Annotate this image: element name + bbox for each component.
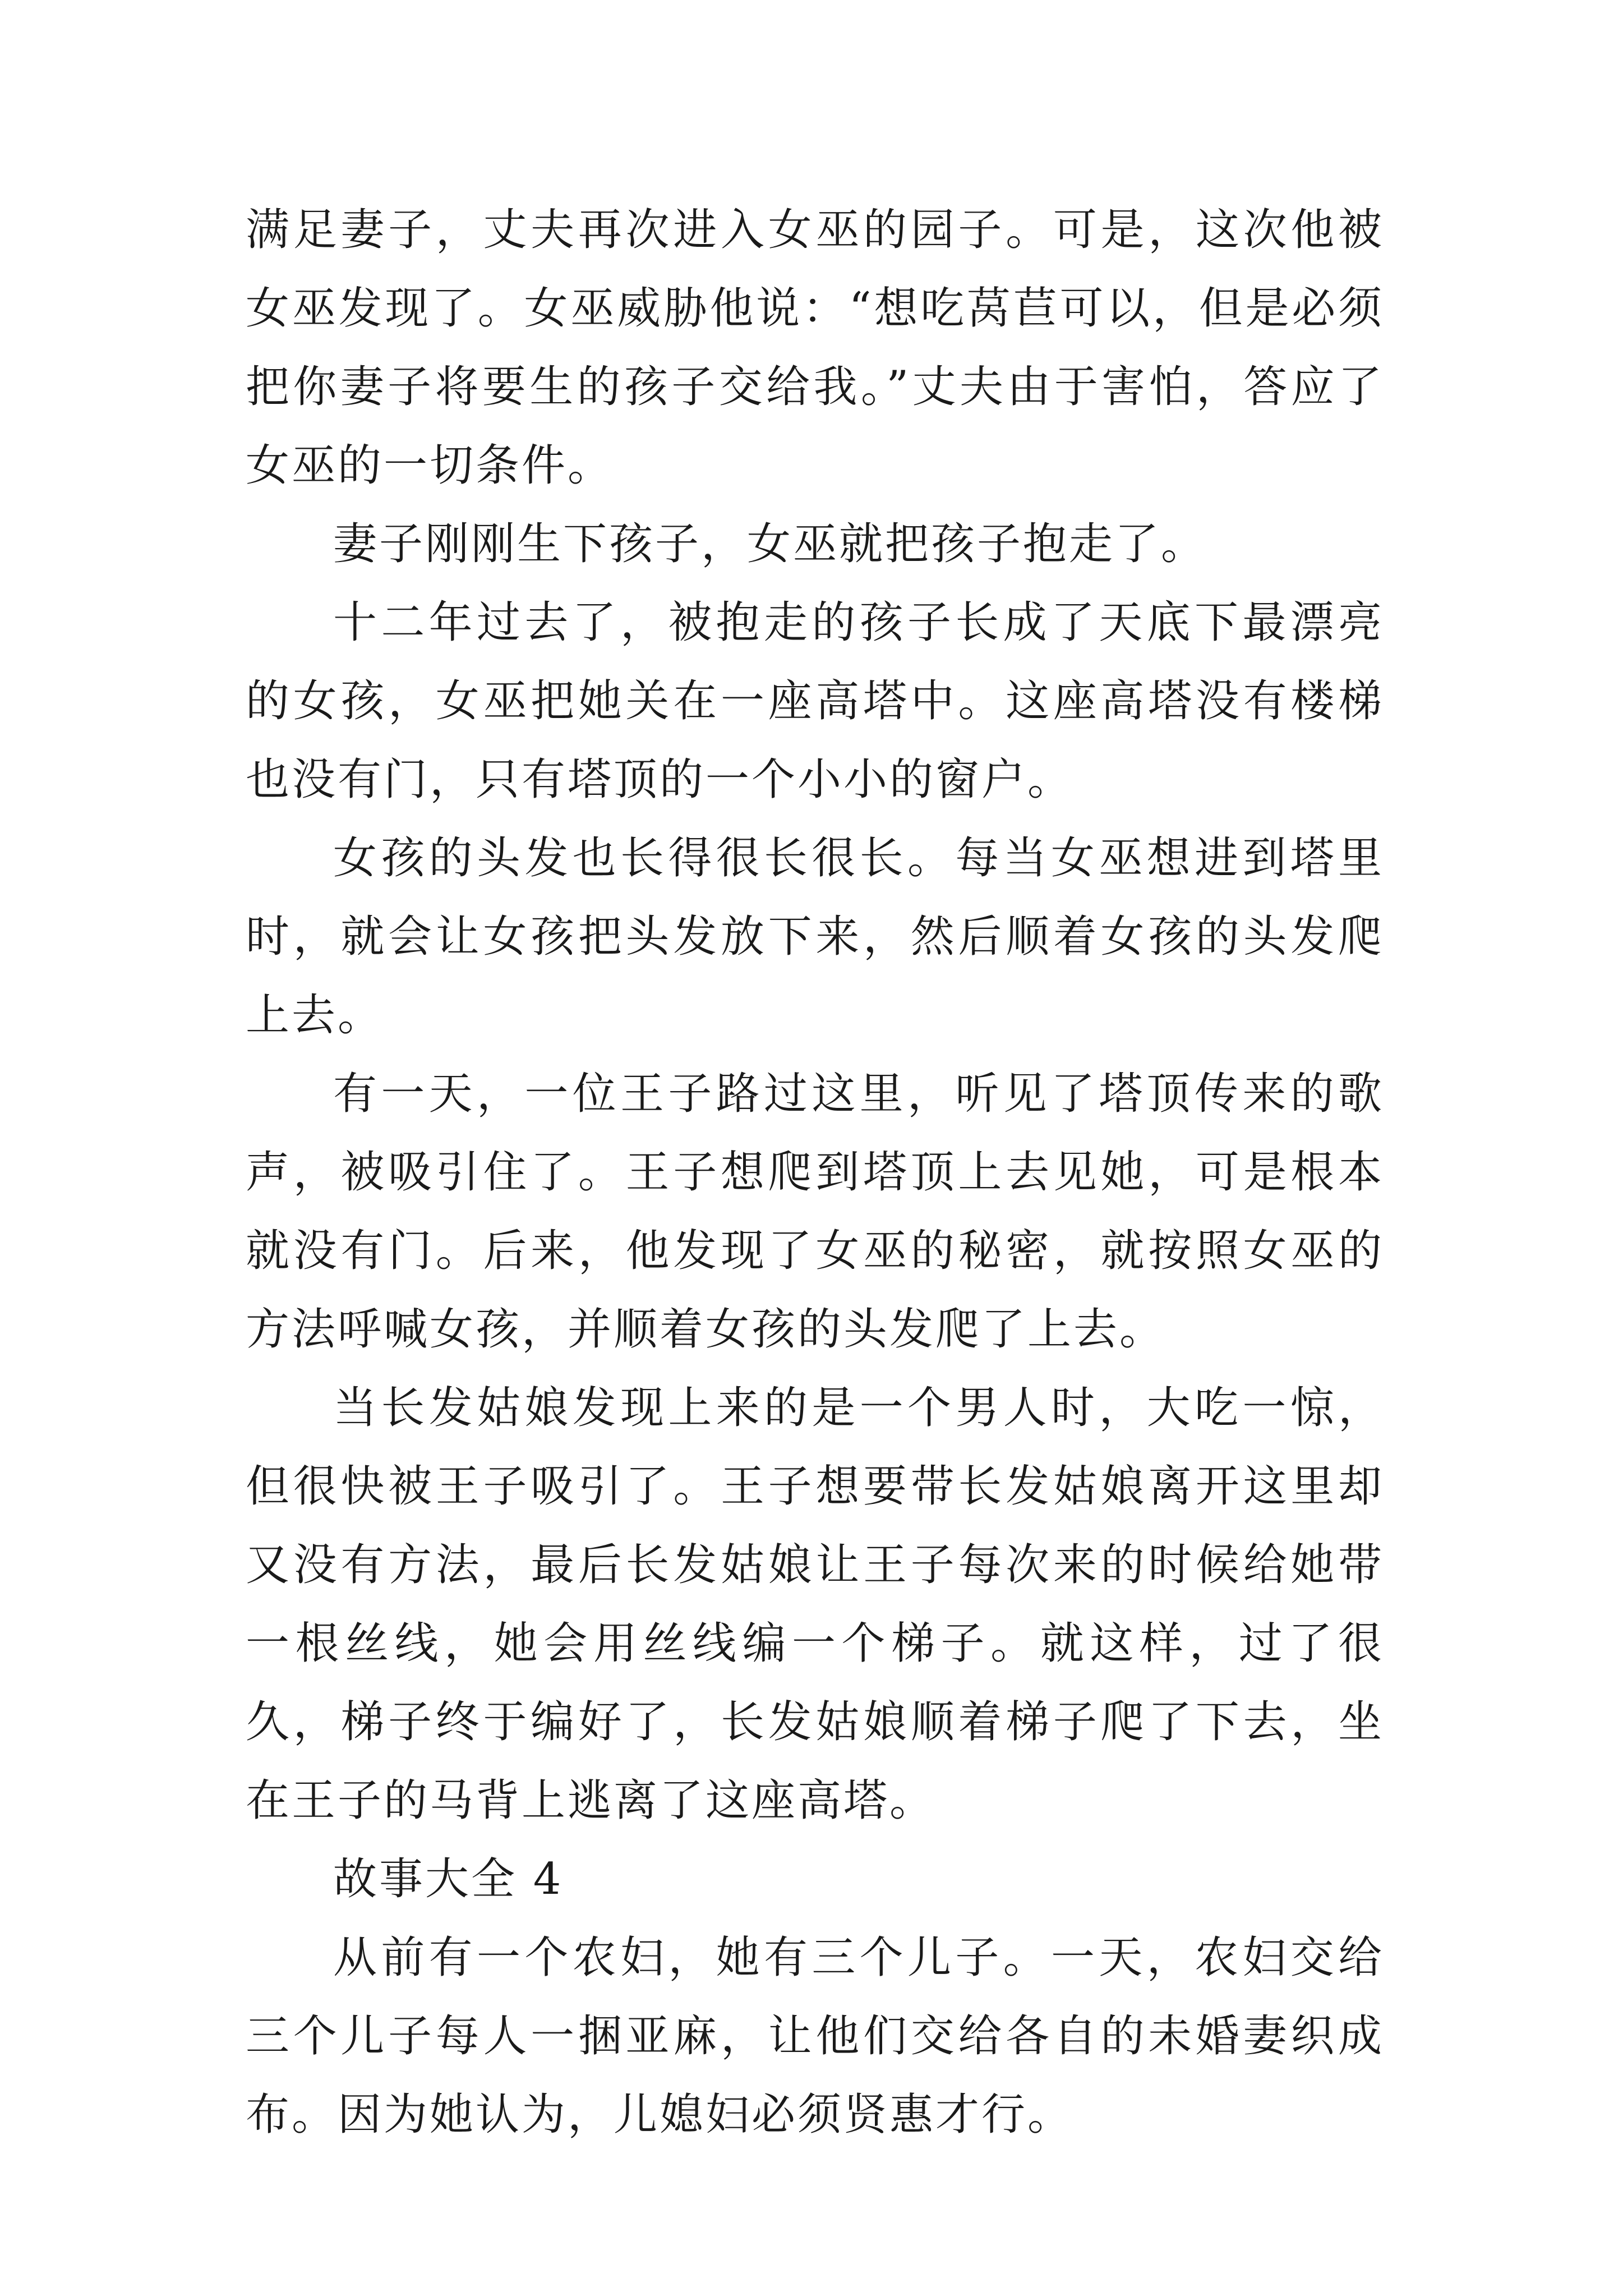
section-heading: 故事大全 4 <box>333 1854 564 1904</box>
paragraph-continuation: 满足妻子，丈夫再次进入女巫的园子。可是，这次他被女巫发现了。女巫威胁他说：“想吃莴苣可以，但是必须把你妻子将要生的孩子交给我。”丈夫由于害怕，答应了女巫的一切条件。 <box>246 205 1384 491</box>
paragraph: 有一天，一位王子路过这里，听见了塔顶传来的歌声，被吸引住了。王子想爬到塔顶上去见她，可是根本就没有门。后来，他发现了女巫的秘密，就按照女巫的方法呼喊女孩，并顺着女孩的头发爬了上去。 <box>246 1069 1384 1355</box>
document-body <box>246 191 1384 2154</box>
paragraph: 女孩的头发也长得很长很长。每当女巫想进到塔里时，就会让女孩把头发放下来，然后顺着女孩的头发爬上去。 <box>246 833 1384 1041</box>
paragraph: 十二年过去了，被抱走的孩子长成了天底下最漂亮的女孩，女巫把她关在一座高塔中。这座高塔没有楼梯也没有门，只有塔顶的一个小小的窗户。 <box>246 597 1384 805</box>
paragraph: 当长发姑娘发现上来的是一个男人时，大吃一惊，但很快被王子吸引了。王子想要带长发姑娘离开这里却又没有方法，最后长发姑娘让王子每次来的时候给她带一根丝线，她会用丝线编一个梯子。就这样，过了很久，梯子终于编好了，长发姑娘顺着梯子爬了下去，坐在王子的马背上逃离了这座高塔。 <box>246 1383 1384 1826</box>
paragraph: 妻子刚刚生下孩子，女巫就把孩子抱走了。 <box>333 519 1207 569</box>
paragraph: 从前有一个农妇，她有三个儿子。一天，农妇交给三个儿子每人一捆亚麻，让他们交给各自的未婚妻织成布。因为她认为，儿媳妇必须贤惠才行。 <box>246 1932 1384 2140</box>
